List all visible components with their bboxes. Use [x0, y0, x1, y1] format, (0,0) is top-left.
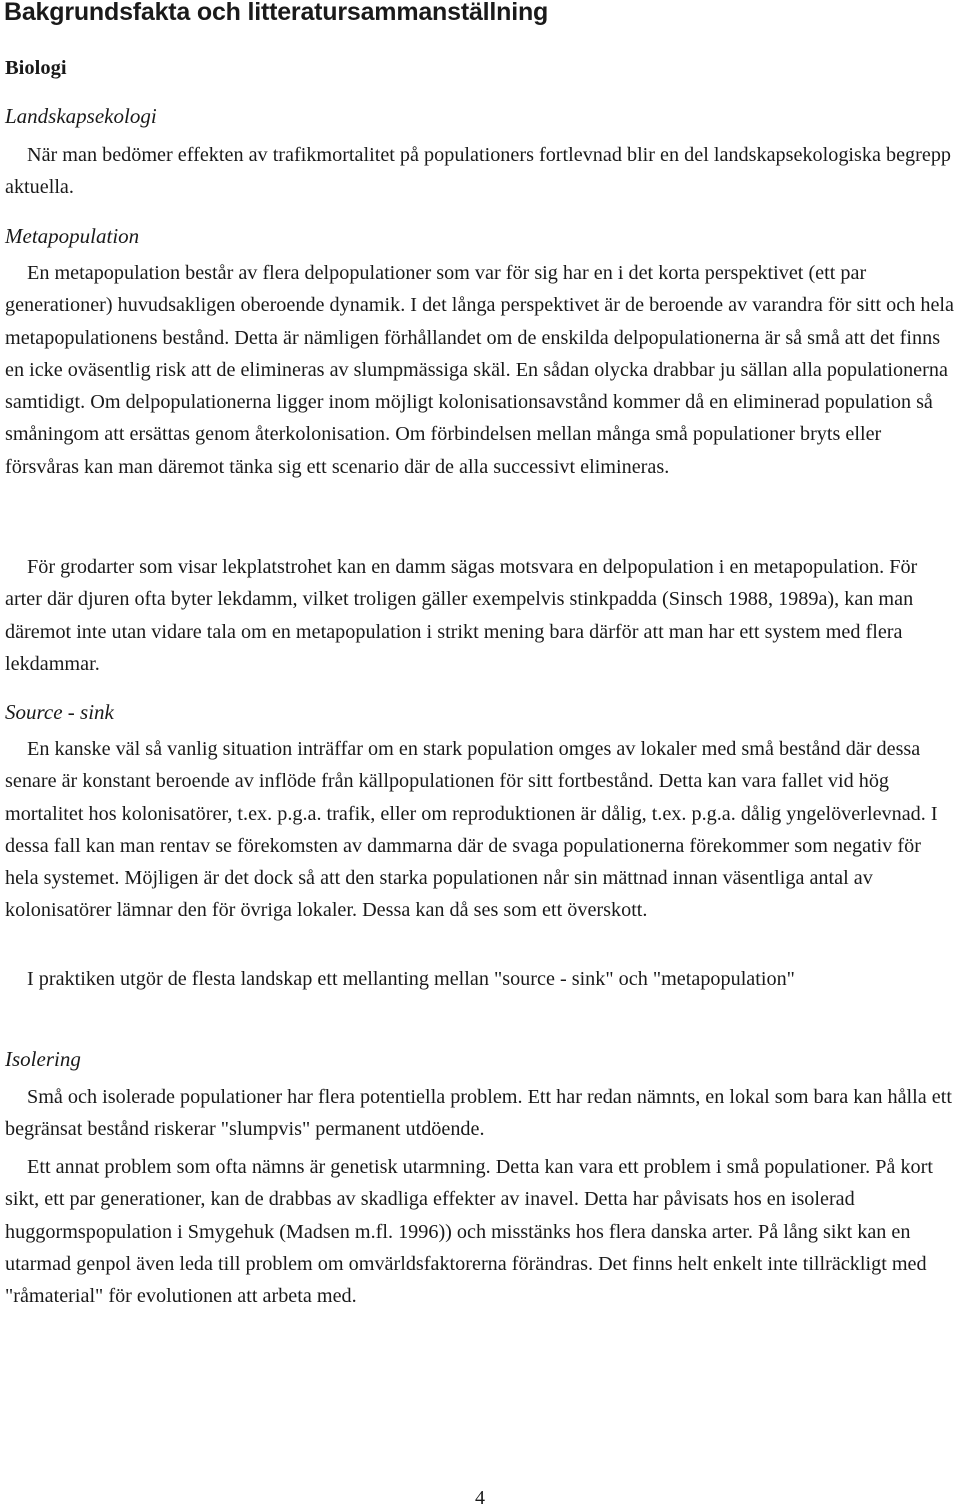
subheading-source-sink: Source - sink [5, 700, 114, 724]
section-heading-biologi: Biologi [5, 57, 67, 79]
document-title: Bakgrundsfakta och litteratursammanställning [4, 0, 549, 26]
subheading-metapopulation: Metapopulation [5, 224, 140, 248]
paragraph-metapopulation-2: För grodarter som visar lekplatstrohet kan en damm sägas motsvara en delpopulation i en metapopulation. För arter där djuren ofta byter lekdamm, vilket troligen gäller exempelvis stinkpadda (Sinsch 1988, 1989a), kan man däremot inte utan vidare tala om en metapopulation i strikt mening bara därför att man har ett system med flera lekdammar. [5, 556, 918, 675]
subheading-landskapsekologi: Landskapsekologi [5, 104, 157, 128]
page-number: 4 [475, 1487, 485, 1509]
paragraph-source-sink-2: I praktiken utgör de flesta landskap ett mellanting mellan "source - sink" och "metapopulation" [27, 968, 795, 990]
paragraph-metapopulation-1: En metapopulation består av flera delpopulationer som var för sig har en i det korta perspektivet (ett par generationer) huvudsakligen oberoende dynamik. I det långa perspektivet är de beroende av varandra för sitt och hela metapopulationens bestånd. Detta är nämligen förhållandet om de enskilda delpopulationerna är så små att det finns en icke oväsentlig risk att de elimineras av slumpmässiga skäl. En sådan olycka drabbar ju sällan alla populationerna samtidigt. Om delpopulationerna ligger inom möjligt kolonisationsavstånd kommer då en eliminerad population så småningom att ersättas genom återkolonisation. Om förbindelsen mellan många små populationer bryts eller försvåras kan man däremot tänka sig ett scenario där de alla successivt elimineras. [5, 262, 954, 478]
subheading-isolering: Isolering [5, 1047, 81, 1071]
paragraph-source-sink-1: En kanske väl så vanlig situation inträffar om en stark population omges av lokaler med små bestånd där dessa senare är konstant beroende av inflöde från källpopulationen för sitt fortbestånd. Detta kan vara fallet vid hög mortalitet hos kolonisatörer, t.ex. p.g.a. trafik, eller om reproduktionen är dålig, t.ex. p.g.a. dålig yngelöverlevnad. I dessa fall kan man rentav se förekomsten av dammarna där de svaga populationerna förekommer som negativ för hela systemet. Möjligen är det dock så att den starka populationen når sin mättnad innan väsentliga antal av kolonisatörer lämnar den för övriga lokaler. Dessa kan då ses som ett överskott. [5, 738, 938, 922]
paragraph-isolering-2: Ett annat problem som ofta nämns är genetisk utarmning. Detta kan vara ett problem i små populationer. På kort sikt, ett par generationer, kan de drabbas av skadliga effekter av inavel. Detta har påvisats hos en isolerad huggormspopulation i Smygehuk (Madsen m.fl. 1996)) och misstänks hos flera danska arter. På lång sikt kan en utarmad genpol även leda till problem om omvärldsfaktorerna förändras. Det finns helt enkelt inte tillräckligt med "råmaterial" för evolutionen att arbeta med. [5, 1156, 933, 1308]
paragraph-isolering-1: Små och isolerade populationer har flera potentiella problem. Ett har redan nämnts, en lokal som bara kan hålla ett begränsat bestånd riskerar "slumpvis" permanent utdöende. [5, 1086, 952, 1141]
paragraph-landskapsekologi: När man bedömer effekten av trafikmortalitet på populationers fortlevnad blir en del landskapsekologiska begrepp aktuella. [5, 144, 952, 199]
